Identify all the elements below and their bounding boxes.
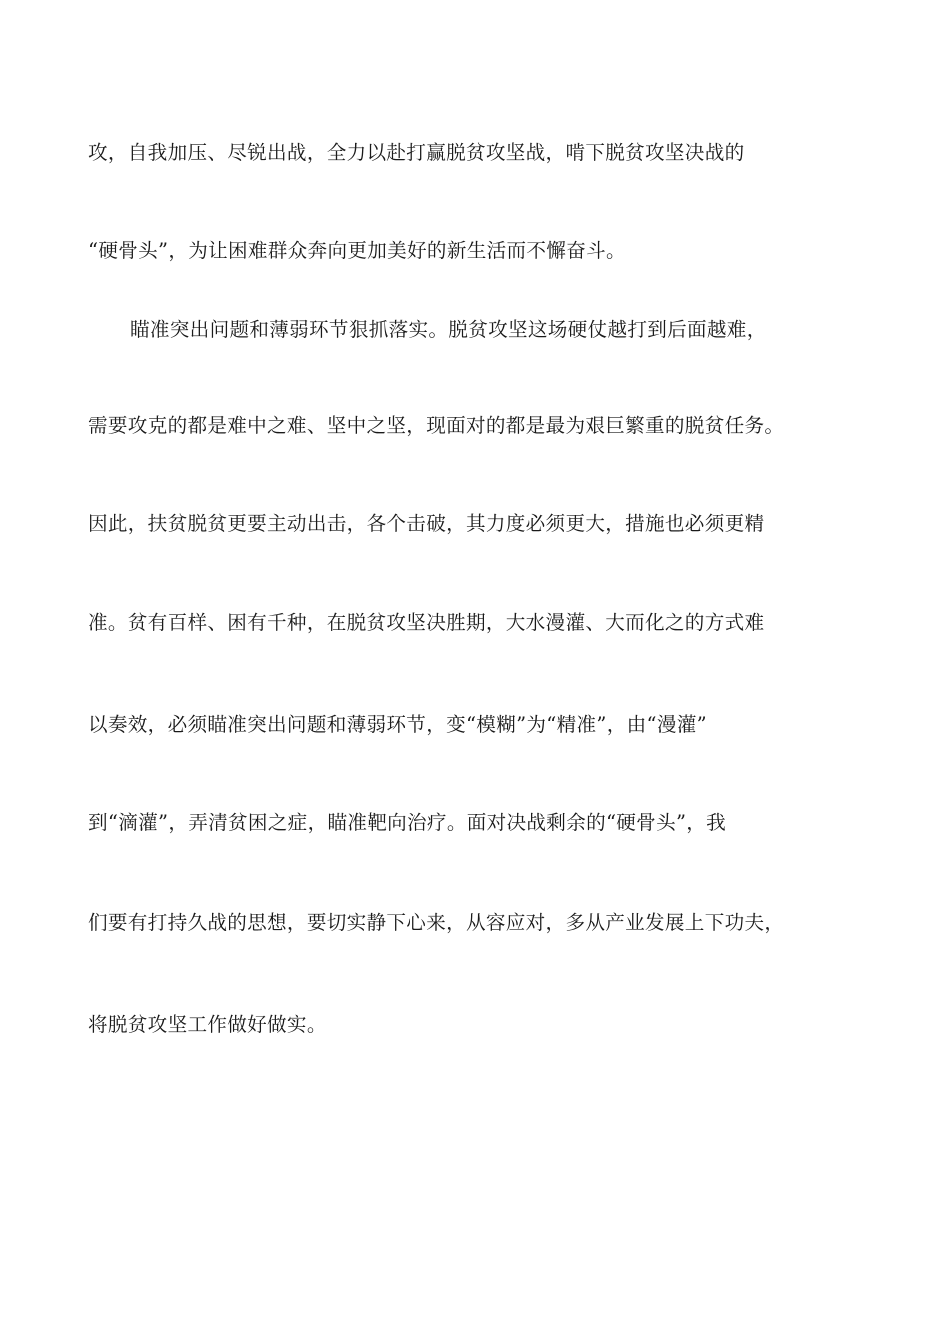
paragraph-line: 以奏效，必须瞄准突出问题和薄弱环节，变“模糊”为“精准”，由“漫灌” bbox=[88, 713, 707, 736]
paragraph-line: 因此，扶贫脱贫更要主动出击，各个击破，其力度必须更大，措施也必须更精 bbox=[88, 512, 765, 535]
paragraph-line: 攻，自我加压、尽锐出战，全力以赴打赢脱贫攻坚战，啃下脱贫攻坚决战的 bbox=[88, 141, 745, 164]
paragraph-line: 瞄准突出问题和薄弱环节狠抓落实。脱贫攻坚这场硬仗越打到后面越难， bbox=[130, 318, 767, 341]
paragraph-line: 准。贫有百样、困有千种，在脱贫攻坚决胜期，大水漫灌、大而化之的方式难 bbox=[88, 611, 765, 634]
paragraph-line: 们要有打持久战的思想，要切实静下心来，从容应对，多从产业发展上下功夫， bbox=[88, 911, 785, 934]
paragraph-line: 需要攻克的都是难中之难、坚中之坚，现面对的都是最为艰巨繁重的脱贫任务。 bbox=[88, 414, 785, 437]
paragraph-line: 到“滴灌”，弄清贫困之症，瞄准靶向治疗。面对决战剩余的“硬骨头”，我 bbox=[88, 811, 727, 834]
paragraph-line: 将脱贫攻坚工作做好做实。 bbox=[88, 1013, 327, 1036]
paragraph-line: “硬骨头”，为让困难群众奔向更加美好的新生活而不懈奋斗。 bbox=[88, 239, 626, 262]
